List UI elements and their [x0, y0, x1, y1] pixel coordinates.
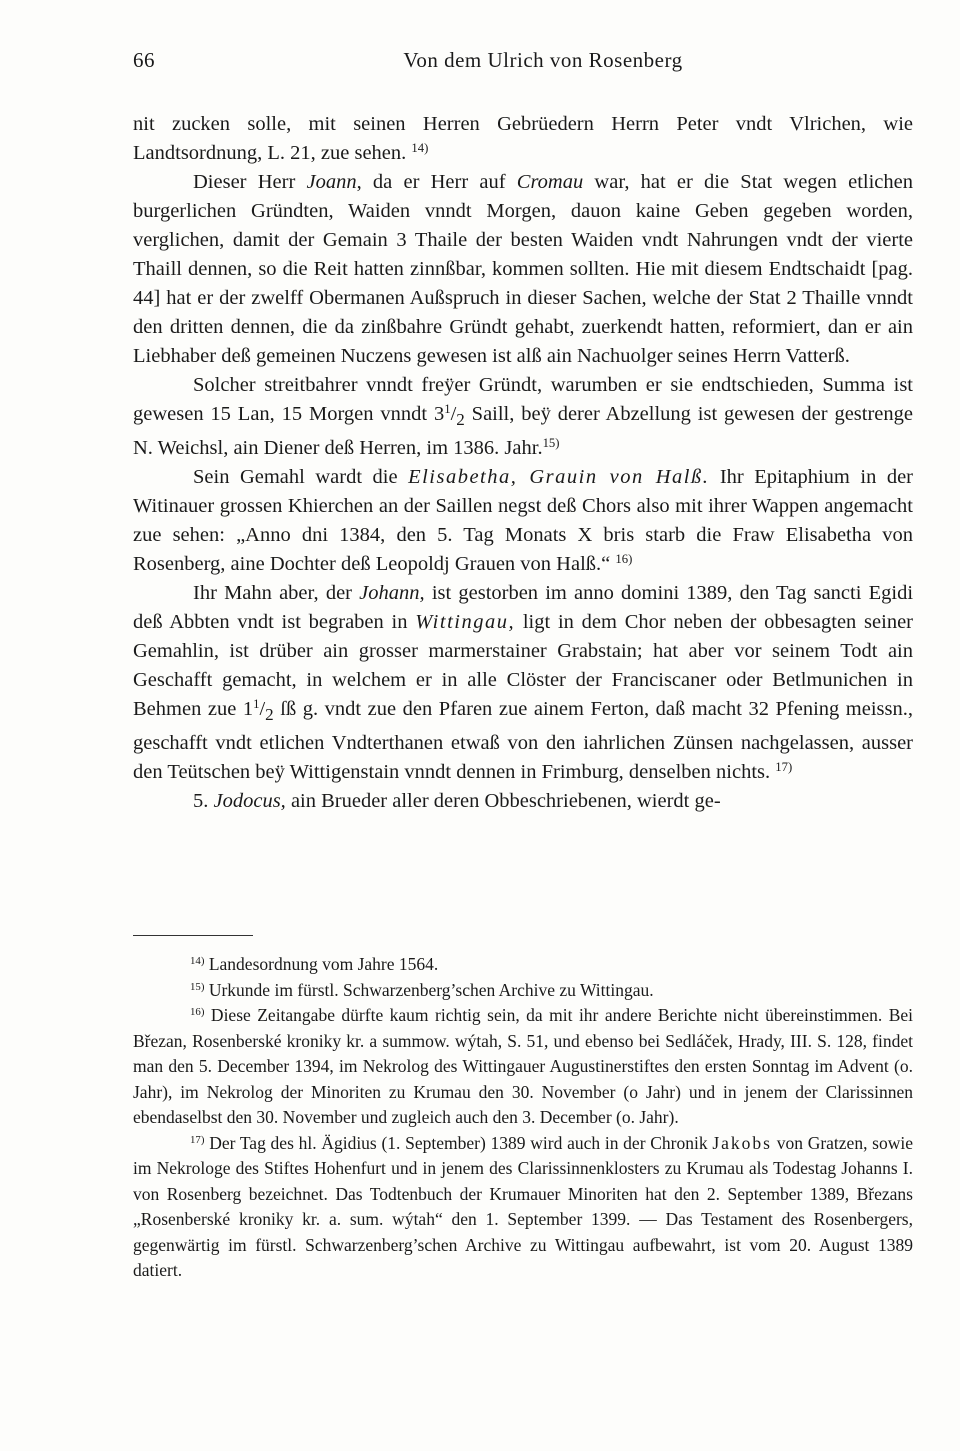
fraction-numerator: 1	[444, 402, 451, 417]
footnote-16-text: Diese Zeitangabe dürfte kaum richtig sein, da mit ihr andere Berichte nicht übereinstimmen. Bei Březan, Rosenberské kroniky kr. a summow. wýtah, S. 51, und ebenso bei Sedláček, Hrady, III. S. 128, findet man den 5. December 1394, im Nekrolog des Wittingauer Augustinerstiftes den ersten Sonntag im Advent (o. Jahr), im Nekrolog der Minoriten zu Krumau den 30. November (o Jahr) und in jenem der Clarissinnen ebendaselbst den 30. November und zugleich auch den 3. December (o. Jahr).	[133, 1005, 913, 1127]
name-joann: Joann	[306, 171, 357, 193]
paragraph-6	[133, 787, 913, 816]
paragraph-3: Solcher streitbahrer vnndt freÿer Gründt, warumben er sie endtschieden, Summa ist gewesen 15 Lan, 15 Morgen vnndt $3^1/_2$ Saill, beÿ derer Abzellung ist gewesen der gestrenge N. Weichsl, ain Diener deß Herren, im 1386. Jahr.$^{15)}$	[133, 374, 914, 460]
footnote-17-mark: 17)	[190, 1133, 205, 1146]
paragraph-5-text-c: ligt in dem Chor neben der obbesagten seiner Gemahlin, ist drüber ain grosser marmerstainer Grabstain; hat aber vor seinem Todt ain Geschafft gemacht, in welchem er in alle Clöster der Franciscaner oder Betlmunichen in Behmen zue 1	[133, 611, 913, 721]
paragraph-6-text-b: ain Brueder aller deren Obbeschriebenen, wierdt ge-	[285, 790, 721, 813]
paragraph-2-text-a: Dieser Herr	[193, 171, 307, 193]
footnote-17	[133, 1131, 913, 1284]
page-number: 66	[133, 48, 155, 72]
name-johann: Johann,	[359, 582, 425, 605]
main-text	[133, 110, 913, 816]
footnote-15-text: Urkunde im fürstl. Schwarzenberg’schen Archive zu Wittingau.	[204, 979, 654, 1000]
paragraph-5-text-b: ist gestorben im anno domini 1389, den Tag sancti Egidi deß Abbten vndt ist begraben in	[133, 582, 914, 634]
paragraph-5-text-a: Ihr Mahn aber, der	[193, 582, 360, 605]
footnote-14-mark: 14)	[190, 955, 205, 968]
page-header	[133, 48, 913, 78]
name-jakobs: Jakobs	[712, 1132, 772, 1153]
footnote-ref-16: 16)	[615, 552, 633, 567]
place-wittingau: Wittingau,	[415, 611, 516, 634]
paragraph-5: Ihr Mahn aber, der Johann, ist gestorben im anno domini 1389, den Tag sancti Egidi deß Abbten vndt ist begraben in Wittingau, ligt in dem Chor neben der obbesagten seiner Gemahlin, ist drüber ain grosser marmerstainer Grabstain; hat aber vor seinem Todt ain Geschafft gemacht, in welchem er in alle Clöster der Franciscaner oder Betlmunichen in Behmen zue $1^1/_2$ ſß g. vndt zue den Pfaren zue ainem Ferton, daß macht 32 Pfening meissn., geschafft vndt etlichen Vndterthanen etwaß von den iahrlichen Zünsen nachgelassen, ausser den Teütschen beÿ Wittigenstain vnndt dennen in Frimburg, denselben nichts. $^{17)}$	[133, 582, 914, 784]
place-cromau: Cromau	[516, 171, 584, 193]
footnote-15-mark: 15)	[190, 980, 205, 993]
footnotes	[133, 952, 913, 1284]
name-jodocus: Jodocus,	[213, 790, 286, 813]
paragraph-2-text-c: war, hat er die Stat wegen etlichen burgerlichen Gründten, Waiden vnndt Morgen, dauon kaine Geben gegeben worden, verglichen, damit der Gemain 3 Thaile der besten Waiden vndt Nahrungen vndt der vierte Thaill dennen, so die Reit hatten zinnßbar, kommen sollten. Hie mit diesem Endtschaidt [pag. 44] hat er der zwelff Obermanen Außspruch in dieser Sachen, welche der Stat 2 Thaille vnndt den dritten dennen, die da zinßbahre Gründt gehabt, zuerkendt hatten, reformiert, dan er ain Liebhaber deß gemeinen Nuczens gewesen ist alß ain Nachuolger seines Herrn Vatterß.	[133, 171, 913, 367]
footnote-16-mark: 16)	[190, 1006, 205, 1019]
paragraph-3-text-b: Saill, beÿ derer Abzellung ist gewesen der gestrenge N. Weichsl, ain Diener deß Herren, im 1386. Jahr.	[133, 403, 914, 460]
footnote-separator	[133, 935, 253, 936]
paragraph-6-text-a: 5.	[193, 790, 214, 813]
footnote-17-text-b: von Gratzen, sowie im Nekrologe des Stiftes Hohenfurt und in jenem des Clarissinnenklosters zu Krumau als Todestag Johanns I. von Rosenberg bezeichnet. Das Todtenbuch der Krumauer Minoriten hat den 2. September 1389, Březans „Rosenberské kroniky kr. a. sum. wýtah“ den 1. September 1399. — Das Testament des Rosenbergers, gegenwärtig im fürstl. Schwarzenberg’schen Archive zu Wittingau aufbewahrt, ist vom 20. August 1389 datiert.	[133, 1132, 913, 1280]
paragraph-1-text: nit zucken solle, mit seinen Herren Gebrüedern Herrn Peter vndt Vlrichen, wie Landtsordnung, L. 21, zue sehen.	[133, 113, 913, 164]
footnote-ref-17: 17)	[775, 760, 793, 775]
paragraph-2	[133, 168, 913, 371]
running-title: Von dem Ulrich von Rosenberg	[403, 48, 683, 72]
footnote-ref-14: 14)	[411, 141, 429, 156]
paragraph-4	[133, 463, 913, 579]
fraction-denominator-2: 2	[265, 705, 274, 725]
paragraph-4-text-a: Sein Gemahl wardt die	[193, 466, 409, 489]
fraction-denominator: 2	[456, 410, 465, 430]
paragraph-1	[133, 110, 913, 168]
name-elisabetha: Elisabetha, Grauin von Halß.	[408, 466, 710, 489]
paragraph-5-text-d: ſß g. vndt zue den Pfaren zue ainem Ferton, daß macht 32 Pfening meissn., geschafft vndt etlichen Vndterthanen etwaß von den iahrlichen Zünsen nachgelassen, ausser den Teütschen beÿ Wittigenstain vnndt dennen in Frimburg, denselben nichts.	[133, 698, 914, 784]
paragraph-2-text-b: , da er Herr auf	[356, 171, 517, 193]
paragraph-4-text-b: Ihr Epitaphium in der Witinauer grossen Khierchen an der Saillen negst deß Chors also mit ihrer Wappen angemacht zue sehen: „Anno dni 1384, den 5. Tag Monats X bris starb die Fraw Elisabetha von Rosenberg, aine Dochter deß Leopoldj Grauen von Halß.“	[133, 466, 914, 576]
footnote-16	[133, 1003, 913, 1131]
footnote-15	[133, 978, 913, 1004]
fraction-numerator-2: 1	[253, 697, 260, 712]
footnote-17-text-a: Der Tag des hl. Ägidius (1. September) 1389 wird auch in der Chronik	[204, 1132, 713, 1153]
paragraph-3-text-a: Solcher streitbahrer vnndt freÿer Gründt, warumben er sie endtschieden, Summa ist gewesen 15 Lan, 15 Morgen vnndt 3	[133, 374, 913, 425]
footnote-14	[133, 952, 913, 978]
footnote-14-text: Landesordnung vom Jahre 1564.	[204, 954, 439, 974]
footnote-ref-15: 15)	[542, 436, 560, 451]
